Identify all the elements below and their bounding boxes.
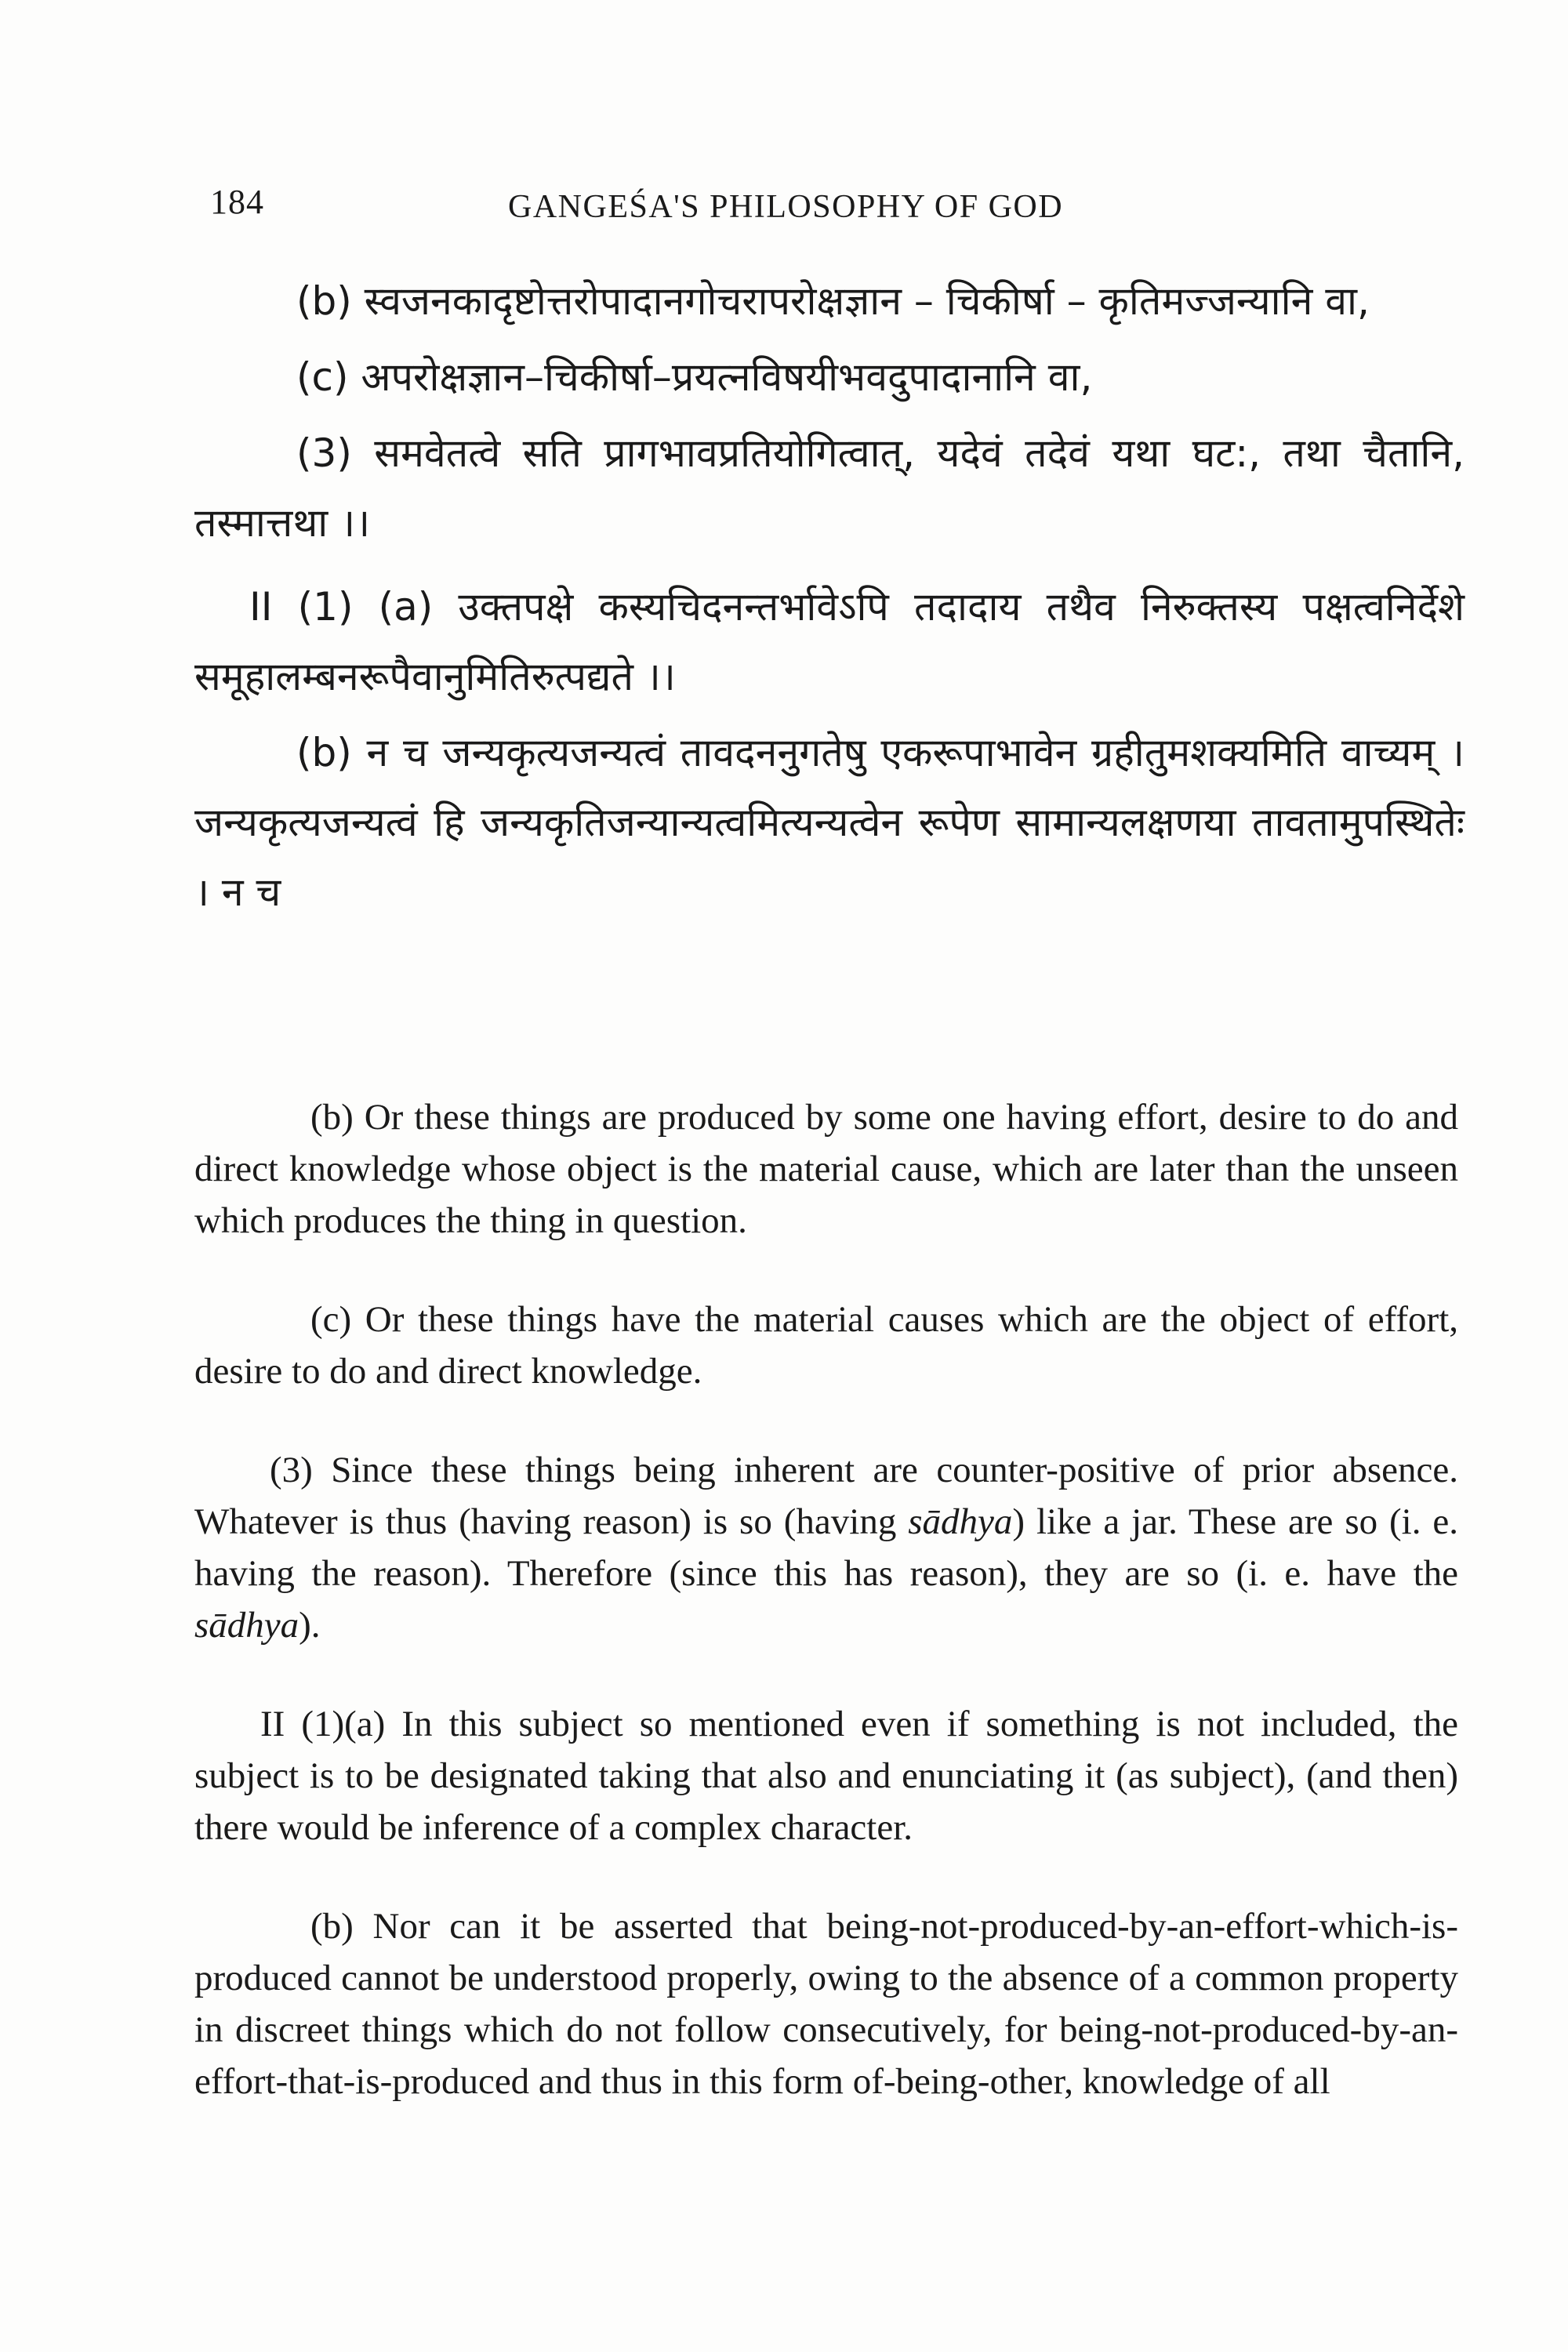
sanskrit-verse-c: (c) अपरोक्षज्ञान–चिकीर्षा–प्रयत्नविषयीभवदुपादानानि वा, [296, 354, 1093, 400]
translation-paragraph-II-b: (b) Nor can it be asserted that being-not-produced-by-an-effort-which-is-produced cannot be understood properly, owing to the absence of a common property in discreet things which do not follow consecutively, for being-not-produced-by-an-effort-that-is-produced and thus in this form of-being-other, knowledge of all [194, 1906, 1458, 2102]
sanskrit-verse-II-1a: II (1) (a) उक्तपक्षे कस्यचिदनन्तर्भावेऽपि तदादाय तथैव निरुक्तस्य पक्षत्वनिर्देशे समूहालम्बनरूपैवानुमितिरुत्पद्यते ।। [194, 584, 1465, 699]
translation-text-block [194, 1091, 1458, 2154]
translation-p3-text-b: ) like a jar. These are so (i. e. having the reason). Therefore (since this has reason), they are so (i. e. have the [194, 1501, 1458, 1594]
page-header [210, 182, 1433, 237]
sanskrit-verse-II-b: (b) न च जन्यकृत्यजन्यत्वं तावदननुगतेषु एकरूपाभावेन ग्रहीतुमशक्यमिति वाच्यम् । जन्यकृत्यजन्यत्वं हि जन्यकृतिजन्यान्यत्वमित्यन्यत्वेन रूपेण सामान्यलक्षणया तावतामुपस्थितेः । न च [194, 730, 1465, 915]
sanskrit-text-block [194, 267, 1465, 927]
page-number: 184 [210, 183, 264, 221]
term-sadhya: sādhya [908, 1501, 1013, 1542]
translation-paragraph-II-1a: II (1)(a) In this subject so mentioned even if something is not included, the subject is to be designated taking that also and enunciating it (as subject), (and then) there would be inference of a complex character. [194, 1704, 1458, 1848]
term-sadhya: sādhya [194, 1605, 299, 1646]
translation-paragraph-c: (c) Or these things have the material causes which are the object of effort, desire to do and direct knowledge. [194, 1299, 1458, 1392]
sanskrit-verse-b: (b) स्वजनकादृष्टोत्तरोपादानगोचरापरोक्षज्ञान – चिकीर्षा – कृतिमज्जन्यानि वा, [296, 278, 1370, 324]
translation-paragraph-b: (b) Or these things are produced by some one having effort, desire to do and direct knowledge whose object is the material cause, which are later than the unseen which produces the thing in question. [194, 1097, 1458, 1241]
running-title: GANGEŚA'S PHILOSOPHY OF GOD [508, 189, 1064, 225]
translation-paragraph-3 [194, 1444, 1458, 1651]
sanskrit-verse-3: (3) समवेतत्वे सति प्रागभावप्रतियोगित्वात्, यदेवं तदेवं यथा घट:, तथा चैतानि, तस्मात्तथा ।। [194, 430, 1465, 546]
translation-p3-text-a: (3) Since these things being inherent are counter-positive of prior absence. Whatever is thus (having reason) is so (having [194, 1450, 1458, 1542]
translation-p3-text-c: ). [299, 1605, 321, 1646]
